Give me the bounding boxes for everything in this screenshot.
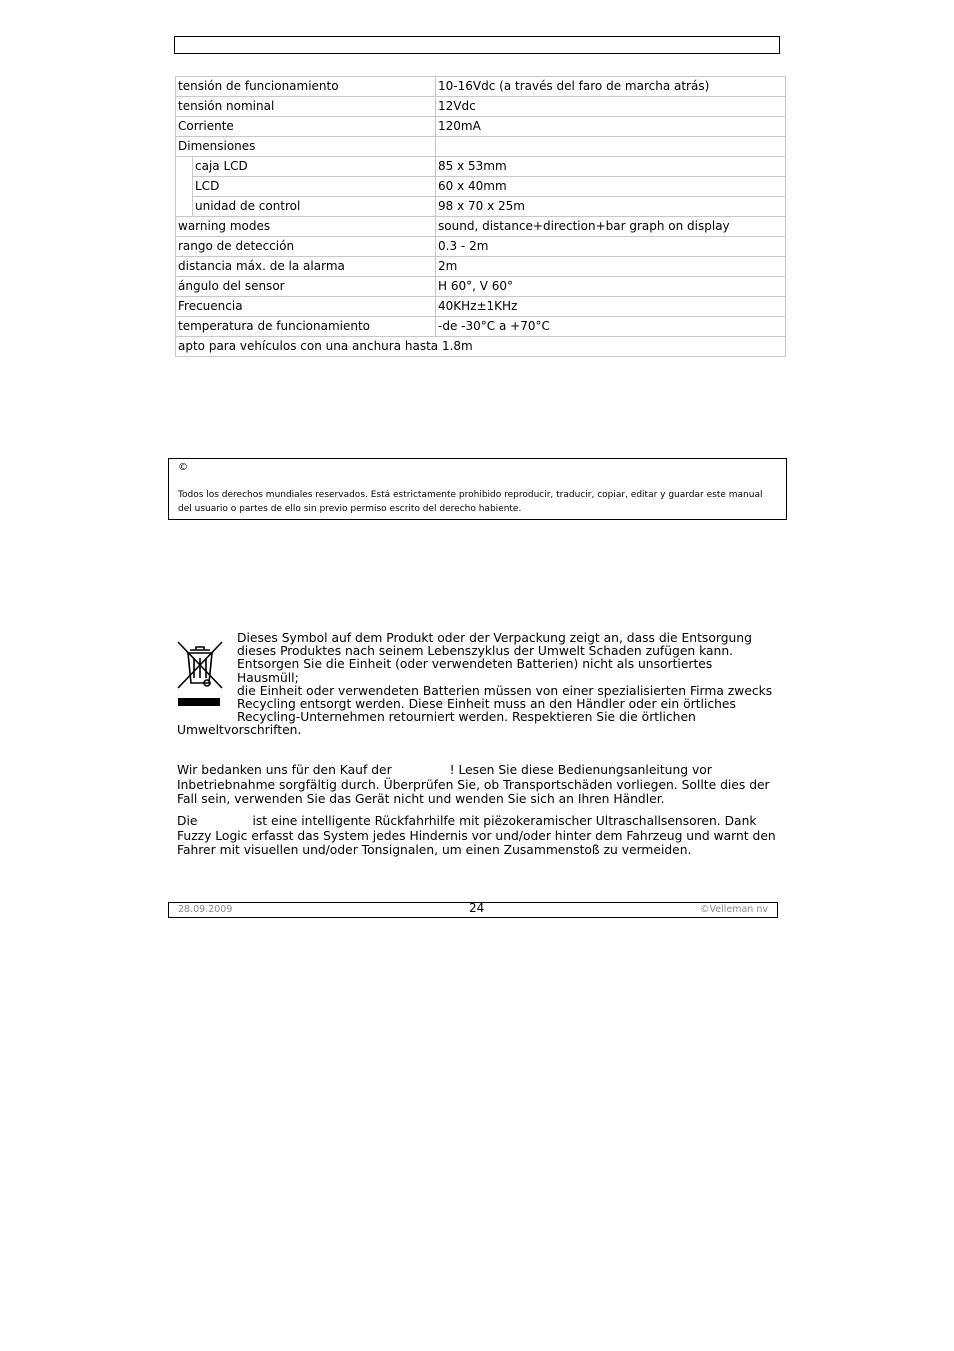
table-row <box>176 197 786 217</box>
spec-value: 98 x 70 x 25m <box>436 197 786 217</box>
disposal-line: die Einheit oder verwendeten Batterien müssen von einer spezialisierten Firma zwecks <box>237 683 773 698</box>
table-row <box>176 257 786 277</box>
intro-text-end: ! Lesen Sie diese Bedienungsanleitung vor Inbetriebnahme sorgfältig durch. Überprüfen Sie, ob Transportschäden vorliegen. Sollte dies der Fall sein, verwenden Sie das Gerät nicht und wenden Sie sich an Ihren Händler. <box>177 763 770 807</box>
spec-value <box>436 137 786 157</box>
table-row <box>176 297 786 317</box>
table-row <box>176 337 786 357</box>
description-text-end: ist eine intelligente Rückfahrhilfe mit piëzokeramischer Ultraschallsensoren. Dank Fuzzy Logic erfasst das System jedes Hindernis vor und/oder hinter dem Fahrzeug und warnt den Fahrer mit visuellen und/oder Tonsignalen, um einen Zusammenstoß zu vermeiden. <box>177 814 776 858</box>
table-row <box>176 317 786 337</box>
vehicle-width-note: apto para vehículos con una anchura hasta 1.8m <box>176 337 786 357</box>
page-footer <box>168 902 778 918</box>
table-row <box>176 237 786 257</box>
spec-value: 2m <box>436 257 786 277</box>
table-row <box>176 157 786 177</box>
copyright-symbol: © <box>178 462 188 473</box>
footer-date: 28.09.2009 <box>178 904 233 915</box>
spec-value: 60 x 40mm <box>436 177 786 197</box>
table-row <box>176 277 786 297</box>
spec-value: 0.3 - 2m <box>436 237 786 257</box>
spec-value: sound, distance+direction+bar graph on display <box>436 217 786 237</box>
copyright-text: Todos los derechos mundiales reservados. Está estrictamente prohibido reproducir, traducir, copiar, editar y guardar este manual del usuario o partes de ello sin previo permiso escrito del derecho habiente. <box>178 490 763 514</box>
page-header-box <box>174 36 780 54</box>
table-row <box>176 77 786 97</box>
disposal-line: Recycling entsorgt werden. Diese Einheit muss an den Händler oder ein örtliches <box>237 697 736 712</box>
specifications-table <box>175 76 786 357</box>
spec-value: 12Vdc <box>436 97 786 117</box>
table-row <box>176 117 786 137</box>
disposal-line: Entsorgen Sie die Einheit (oder verwendeten Batterien) nicht als unsortiertes Hausmüll; <box>237 657 713 685</box>
spec-value: 10-16Vdc (a través del faro de marcha atrás) <box>436 77 786 97</box>
table-row <box>176 97 786 117</box>
spec-label: temperatura de funcionamiento <box>176 317 436 337</box>
footer-brand: ©Velleman nv <box>700 904 768 915</box>
spec-label: rango de detección <box>176 237 436 257</box>
spec-label: Frecuencia <box>176 297 436 317</box>
spec-label: caja LCD <box>193 157 436 177</box>
spec-label: distancia máx. de la alarma <box>176 257 436 277</box>
intro-text-start: Wir bedanken uns für den Kauf der <box>177 763 392 777</box>
intro-paragraph <box>177 763 777 807</box>
spec-label: tensión de funcionamiento <box>176 77 436 97</box>
spec-label: unidad de control <box>193 197 436 217</box>
spec-value: 40KHz±1KHz <box>436 297 786 317</box>
description-paragraph <box>177 814 777 858</box>
spec-value: H 60°, V 60° <box>436 277 786 297</box>
table-row <box>176 177 786 197</box>
table-row <box>176 137 786 157</box>
table-row <box>176 217 786 237</box>
disposal-line: Umweltvorschriften. <box>177 723 302 738</box>
spec-label: warning modes <box>176 217 436 237</box>
spec-label: Corriente <box>176 117 436 137</box>
spec-value: 120mA <box>436 117 786 137</box>
spec-label: LCD <box>193 177 436 197</box>
disposal-line: Recycling-Unternehmen retourniert werden. Respektieren Sie die örtlichen <box>237 710 696 725</box>
spec-value: -de -30°C a +70°C <box>436 317 786 337</box>
description-text-start: Die <box>177 814 198 828</box>
disposal-line: Dieses Symbol auf dem Produkt oder der Verpackung zeigt an, dass die Entsorgung <box>237 631 752 645</box>
indent-cell <box>176 157 193 217</box>
spec-value: 85 x 53mm <box>436 157 786 177</box>
spec-label: ángulo del sensor <box>176 277 436 297</box>
copyright-notice <box>168 458 787 520</box>
spec-label: Dimensiones <box>176 137 436 157</box>
spec-label: tensión nominal <box>176 97 436 117</box>
page-number: 24 <box>469 901 485 915</box>
weee-disposal-notice <box>177 632 777 738</box>
disposal-line: dieses Produktes nach seinem Lebenszyklus der Umwelt Schaden zufügen kann. <box>237 644 734 659</box>
